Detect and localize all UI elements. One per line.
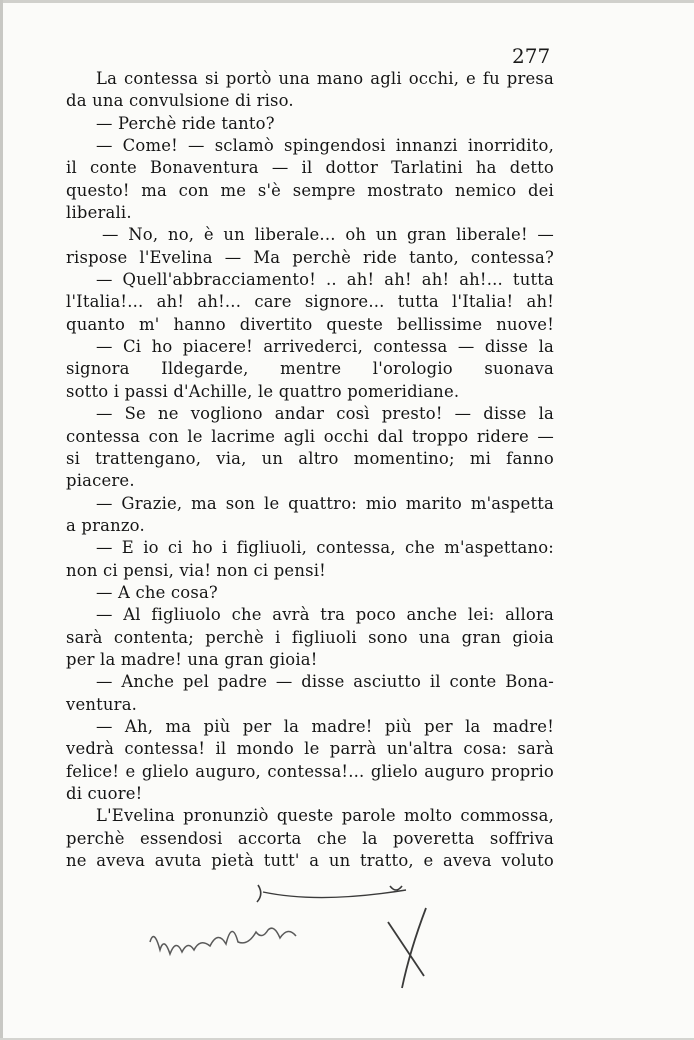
text-line: ventura. [66, 694, 138, 714]
body-text [66, 68, 554, 872]
text-line: — Al figliuolo che avrà tra poco anche lei: allora [96, 605, 554, 625]
text-line: liberali. [66, 203, 132, 223]
text-line: — A che cosa? [96, 582, 218, 602]
text-line: piacere. [66, 471, 135, 491]
text-line: — Se ne vogliono andar così presto! — disse la [96, 404, 554, 424]
handwritten-note-drawing [140, 880, 460, 990]
text-line: — Ci ho piacere! arrivederci, contessa — disse la [96, 337, 554, 357]
text-line: per la madre! una gran gioia! [66, 649, 318, 669]
handwritten-annotation [140, 880, 460, 990]
text-line: La contessa si portò una mano agli occhi, e fu presa [96, 69, 554, 88]
text-line: perchè essendosi accorta che la poveretta soffriva [66, 828, 554, 848]
text-line: di cuore! [66, 784, 143, 803]
text-line: l'Italia!... ah! ah!... care signore... tutta l'Italia! ah! [66, 292, 554, 312]
text-line: quanto m' hanno divertito queste bellissime nuove! [66, 314, 554, 334]
text-line: — Come! — sclamò spingendosi innanzi inorridito, [96, 136, 554, 156]
page-edge-top [0, 0, 694, 3]
text-line: contessa con le lacrime agli occhi dal troppo ridere — [66, 426, 554, 446]
text-line: sotto i passi d'Achille, le quattro pomeridiane. [66, 381, 460, 401]
text-line: ne aveva avuta pietà tutt' a un tratto, e aveva voluto [66, 851, 554, 871]
text-line: questo! ma con me s'è sempre mostrato nemico dei [66, 180, 554, 200]
page-edge-left [0, 0, 3, 1040]
text-line: — E io ci ho i figliuoli, contessa, che m'aspettano: [96, 538, 554, 558]
text-line: — Grazie, ma son le quattro: mio marito m'aspetta [96, 493, 554, 513]
text-line: il conte Bonaventura — il dottor Tarlatini ha detto [66, 158, 554, 178]
text-line: signora Ildegarde, mentre l'orologio suonava [66, 359, 554, 379]
text-line: a pranzo. [66, 515, 145, 535]
text-line: — Quell'abbracciamento! .. ah! ah! ah! ah!... tutta [96, 270, 554, 290]
text-line: vedrà contessa! il mondo le parrà un'altra cosa: sarà [66, 739, 554, 759]
text-line: si trattengano, via, un altro momentino; mi fanno [66, 448, 554, 468]
text-line: da una convulsione di riso. [66, 91, 294, 111]
text-line: — Ah, ma più per la madre! più per la madre! [96, 716, 554, 736]
text-line: — Anche pel padre — disse asciutto il conte Bona- [96, 672, 554, 692]
text-line: — Perchè ride tanto? [96, 113, 275, 133]
text-line: sarà contenta; perchè i figliuoli sono una gran gioia [66, 627, 554, 647]
text-line: non ci pensi, via! non ci pensi! [66, 560, 326, 580]
page-number: 277 [512, 44, 551, 68]
text-line: rispose l'Evelina — Ma perchè ride tanto, contessa? [66, 247, 554, 267]
text-line: L'Evelina pronunziò queste parole molto commossa, [96, 806, 554, 826]
text-line: — No, no, è un liberale... oh un gran liberale! — [102, 225, 554, 245]
text-line: felice! e glielo auguro, contessa!... glielo auguro proprio [66, 761, 554, 781]
